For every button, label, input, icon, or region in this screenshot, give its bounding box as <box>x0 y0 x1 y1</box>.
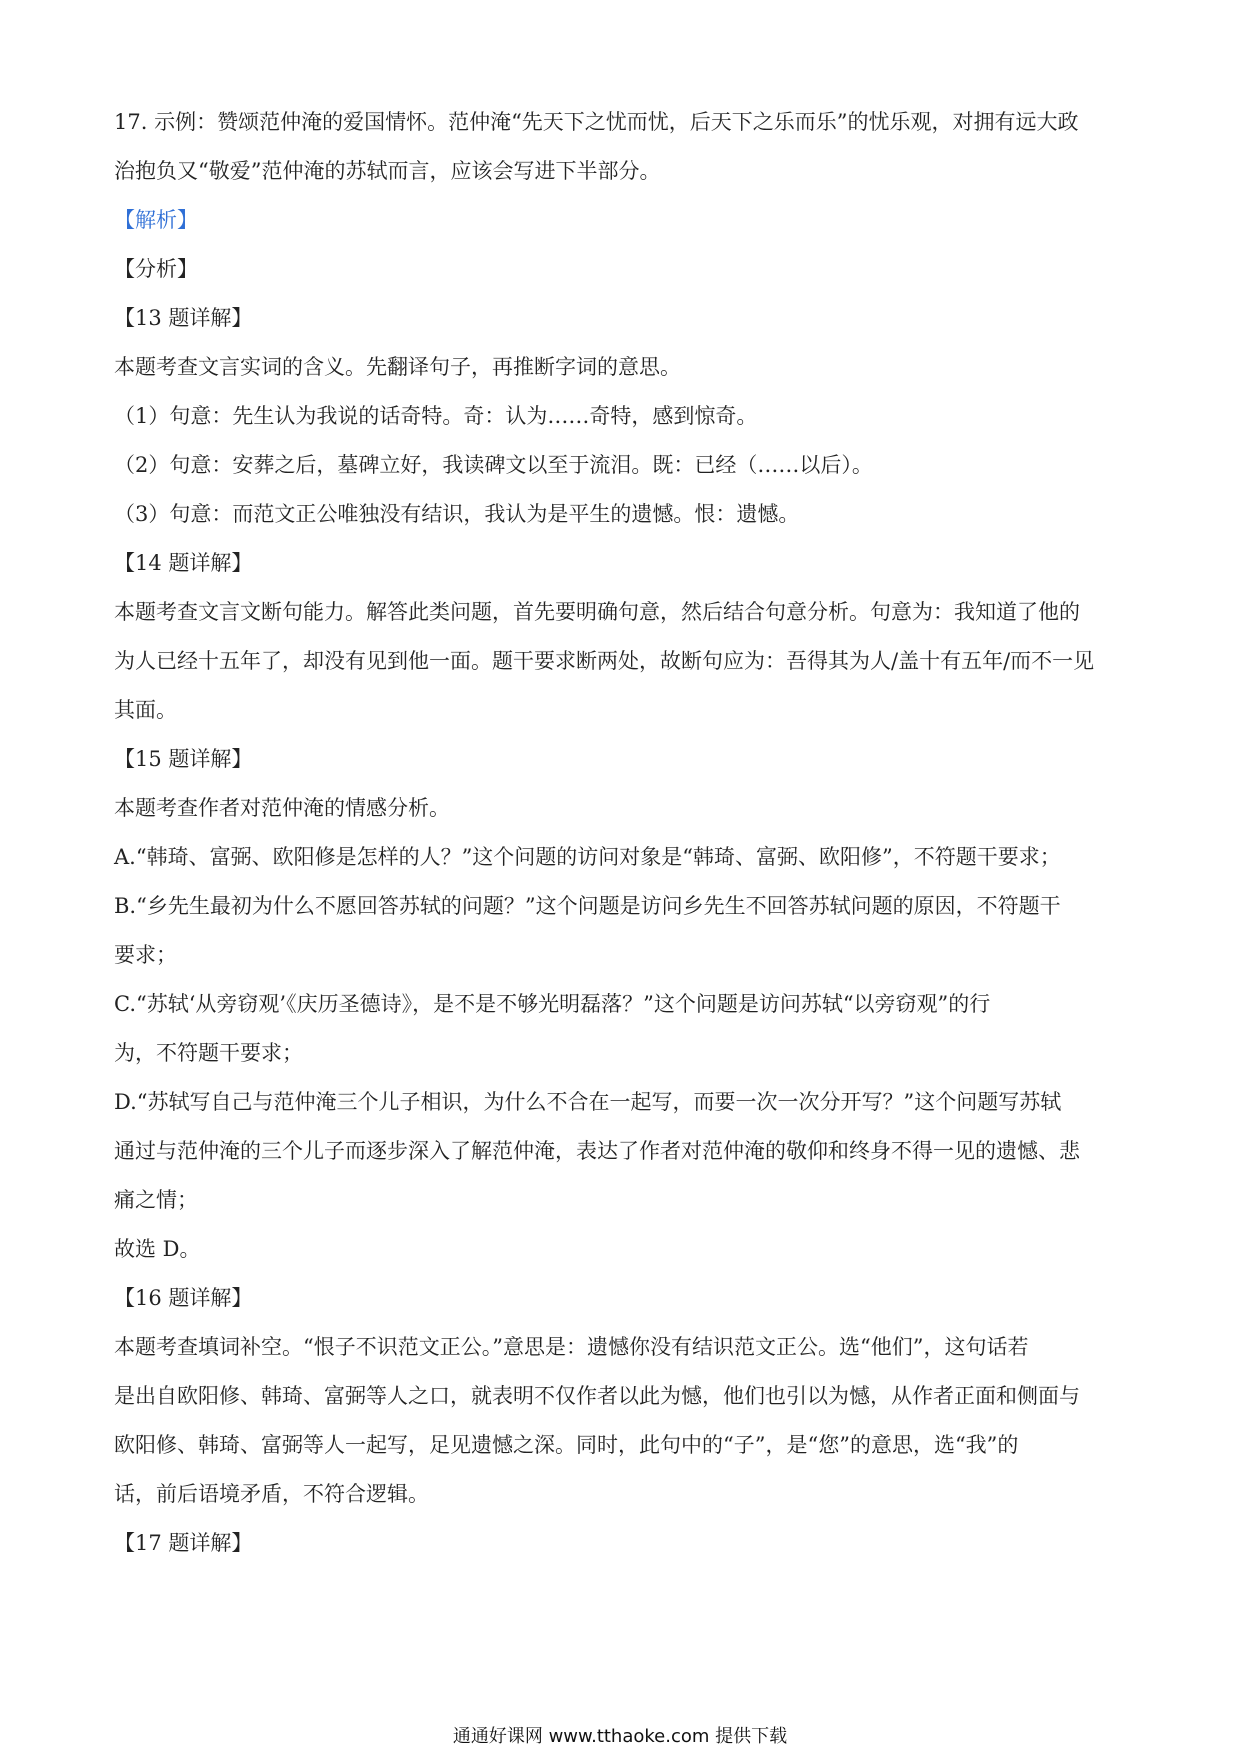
q13-line-2: （1）句意：先生认为我说的话奇特。奇：认为……奇特，感到惊奇。 <box>114 404 758 428</box>
q15-line-1: 本题考查作者对范仲淹的情感分析。 <box>114 796 450 820</box>
q15-option-d-1: D.“苏轼写自己与范仲淹三个儿子相识，为什么不合在一起写，而要一次一次分开写？”这个问题写苏轼 <box>114 1090 1062 1114</box>
q14-line-2: 为人已经十五年了，却没有见到他一面。题干要求断两处，故断句应为：吾得其为人/盖十有五年/而不一见 <box>114 649 1095 673</box>
q13-line-3: （2）句意：安葬之后，墓碑立好，我读碑文以至于流泪。既：已经（……以后）。 <box>114 453 873 477</box>
q13-line-1: 本题考查文言实词的含义。先翻译句子，再推断字词的意思。 <box>114 355 681 379</box>
q15-answer: 故选 D。 <box>114 1237 201 1261</box>
q16-line-2: 是出自欧阳修、韩琦、富弼等人之口，就表明不仅作者以此为憾，他们也引以为憾，从作者正面和侧面与 <box>114 1384 1080 1408</box>
q14-heading: 【14 题详解】 <box>114 551 253 575</box>
q13-line-4: （3）句意：而范文正公唯独没有结识，我认为是平生的遗憾。恨：遗憾。 <box>114 502 800 526</box>
q15-option-d-3: 痛之情； <box>114 1188 198 1212</box>
q14-line-3: 其面。 <box>114 698 177 722</box>
q13-heading: 【13 题详解】 <box>114 306 253 330</box>
answer-17-line-2: 治抱负又“敬爱”范仲淹的苏轼而言，应该会写进下半部分。 <box>114 159 661 183</box>
fenxi-label: 【分析】 <box>114 257 198 281</box>
q15-option-b-1: B.“乡先生最初为什么不愿回答苏轼的问题？”这个问题是访问乡先生不回答苏轼问题的原因，不符题干 <box>114 894 1061 918</box>
q15-option-b-2: 要求； <box>114 943 177 967</box>
q17-heading: 【17 题详解】 <box>114 1531 253 1555</box>
q14-line-1: 本题考查文言文断句能力。解答此类问题，首先要明确句意，然后结合句意分析。句意为：我知道了他的 <box>114 600 1080 624</box>
jiexi-label: 【解析】 <box>114 208 198 232</box>
q15-option-c-2: 为，不符题干要求； <box>114 1041 303 1065</box>
q15-option-c-1: C.“苏轼‘从旁窃观’《庆历圣德诗》，是不是不够光明磊落？”这个问题是访问苏轼“以旁窃观”的行 <box>114 992 991 1016</box>
answer-analysis-body <box>114 98 1138 1568</box>
q16-line-4: 话，前后语境矛盾，不符合逻辑。 <box>114 1482 429 1506</box>
q16-line-1: 本题考查填词补空。“恨子不识范文正公。”意思是：遗憾你没有结识范文正公。选“他们”，这句话若 <box>114 1335 1029 1359</box>
q15-heading: 【15 题详解】 <box>114 747 253 771</box>
q15-option-a: A.“韩琦、富弼、欧阳修是怎样的人？”这个问题的访问对象是“韩琦、富弼、欧阳修”，不符题干要求； <box>114 845 1061 869</box>
q16-heading: 【16 题详解】 <box>114 1286 253 1310</box>
q15-option-d-2: 通过与范仲淹的三个儿子而逐步深入了解范仲淹，表达了作者对范仲淹的敬仰和终身不得一见的遗憾、悲 <box>114 1139 1080 1163</box>
q16-line-3: 欧阳修、韩琦、富弼等人一起写，足见遗憾之深。同时，此句中的“子”，是“您”的意思，选“我”的 <box>114 1433 1019 1457</box>
footer-source-credit: 通通好课网 www.tthaoke.com 提供下载 <box>452 1726 788 1747</box>
answer-17-line-1: 17. 示例：赞颂范仲淹的爱国情怀。范仲淹“先天下之忧而忧，后天下之乐而乐”的忧乐观，对拥有远大政 <box>114 110 1079 134</box>
